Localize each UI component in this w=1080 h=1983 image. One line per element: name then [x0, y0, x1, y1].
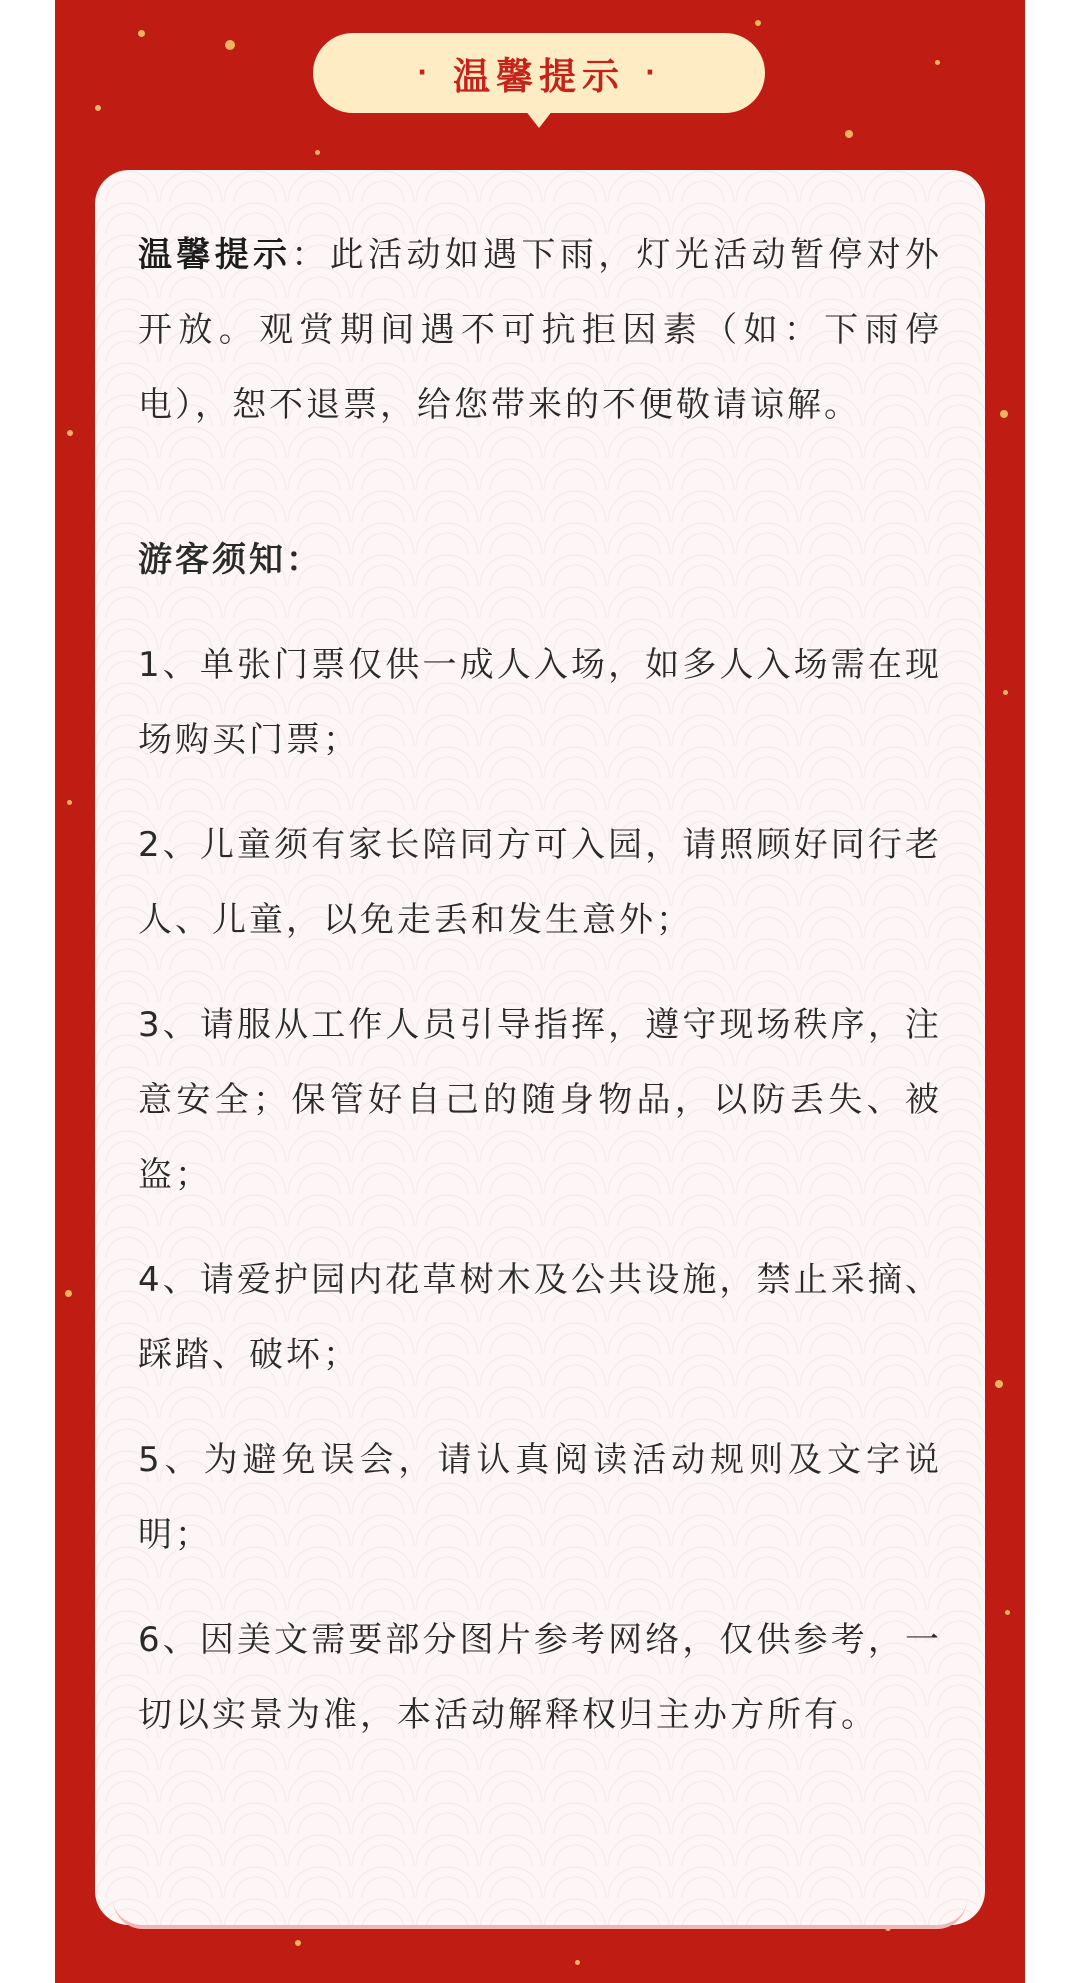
- notice-title: 游客须知：: [138, 540, 323, 580]
- intro-label: 温馨提示: [138, 235, 292, 275]
- intro-text: ：此活动如遇下雨，灯光活动暂停对外开放。观赏期间遇不可抗拒因素（如：下雨停电），恕不退票，给您带来的不便敬请谅解。: [138, 235, 943, 425]
- title-pill-pointer: [525, 110, 553, 128]
- notice-item: 1、单张门票仅供一成人入场，如多人入场需在现场购买门票；: [138, 645, 942, 760]
- content-body: [138, 218, 942, 1783]
- notice-item: 2、儿童须有家长陪同方可入园，请照顾好同行老人、儿童，以免走丢和发生意外；: [138, 825, 942, 940]
- notice-item: 4、请爱护园内花草树木及公共设施，禁止采摘、踩踏、破坏；: [138, 1260, 942, 1375]
- card-bottom-edge: [113, 1895, 967, 1929]
- notice-item: 6、因美文需要部分图片参考网络，仅供参考，一切以实景为准，本活动解释权归主办方所有。: [138, 1620, 942, 1735]
- notice-item: 3、请服从工作人员引导指挥，遵守现场秩序，注意安全；保管好自己的随身物品，以防丢失、被盗；: [138, 1005, 942, 1195]
- page-title: 温馨提示: [453, 55, 625, 98]
- intro-paragraph: [138, 218, 942, 443]
- title-dot-left: ·: [417, 58, 433, 88]
- header-title-pill: [313, 33, 765, 113]
- title-dot-right: ·: [645, 58, 661, 88]
- notice-item: 5、为避免误会，请认真阅读活动规则及文字说明；: [138, 1440, 942, 1555]
